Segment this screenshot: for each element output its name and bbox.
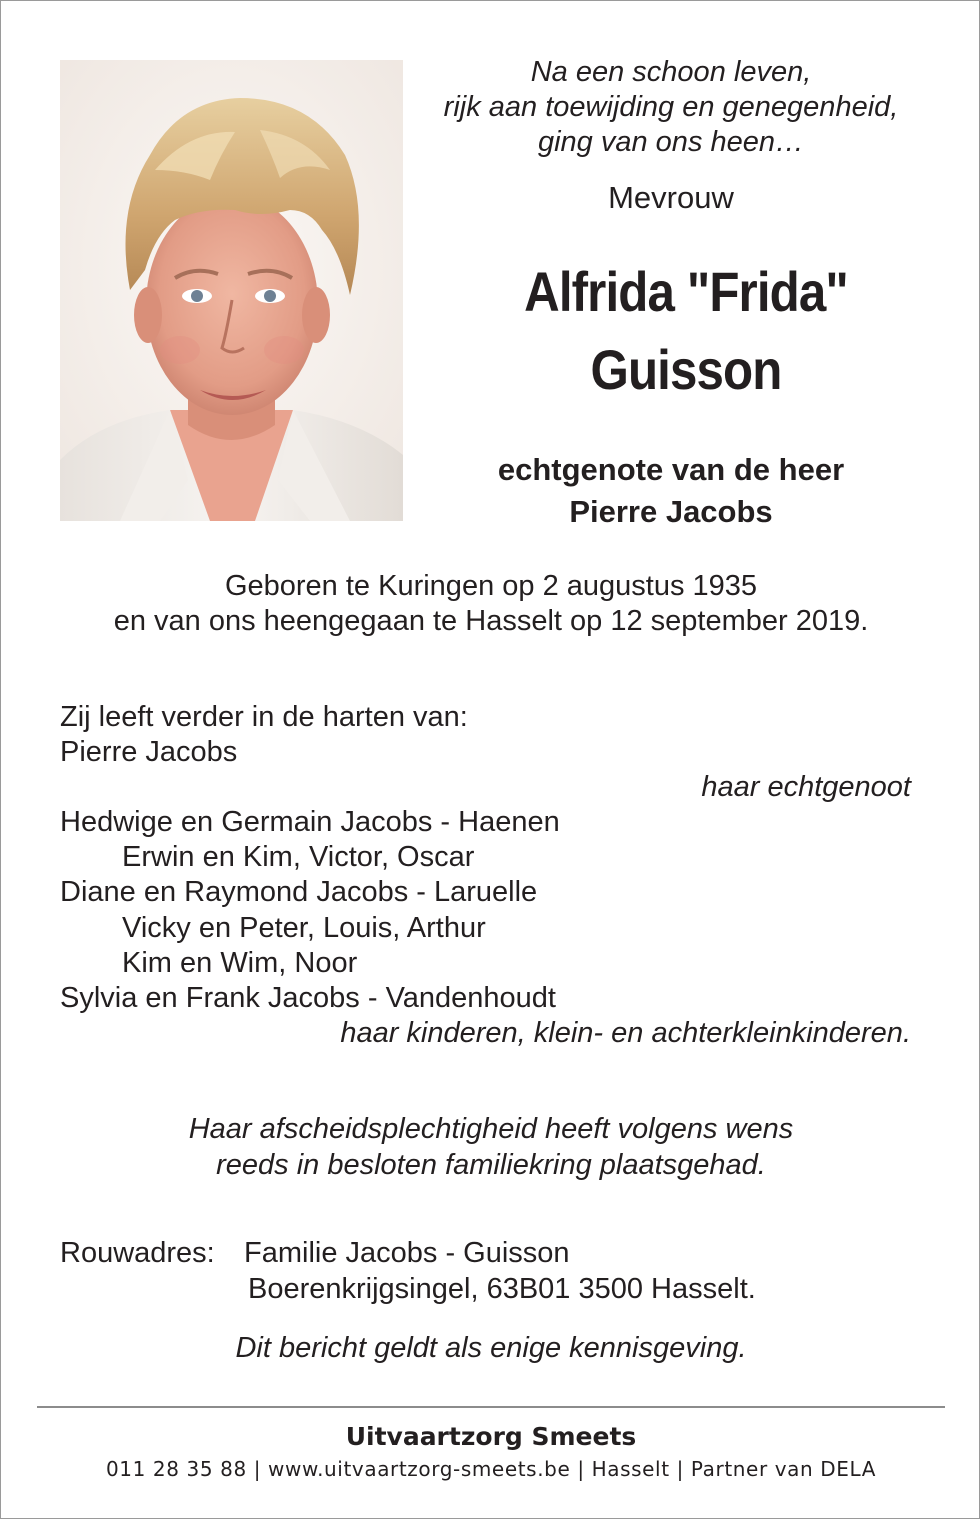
family-husband-role: haar echtgenoot bbox=[701, 771, 911, 803]
family-member: Vicky en Peter, Louis, Arthur bbox=[122, 912, 486, 944]
funeral-company-name: Uitvaartzorg Smeets bbox=[345, 1422, 637, 1451]
address-street: Boerenkrijgsingel, 63B01 3500 Hasselt. bbox=[248, 1273, 756, 1305]
deceased-name-line-1: Alfrida "Frida" bbox=[524, 260, 848, 323]
footer-divider bbox=[37, 1406, 945, 1408]
family-member: Erwin en Kim, Victor, Oscar bbox=[122, 841, 475, 873]
family-member: Kim en Wim, Noor bbox=[122, 947, 358, 979]
deceased-name-line-2: Guisson bbox=[590, 338, 782, 401]
spouse-line-2: Pierre Jacobs bbox=[569, 494, 773, 529]
ceremony-line-2: reeds in besloten familiekring plaatsgehad. bbox=[216, 1149, 766, 1181]
portrait-image bbox=[60, 60, 403, 521]
death-line: en van ons heengegaan te Hasselt op 12 september 2019. bbox=[113, 605, 869, 637]
family-member: Sylvia en Frank Jacobs - Vandenhoudt bbox=[60, 982, 556, 1014]
honorific: Mevrouw bbox=[608, 180, 734, 215]
intro-line-1: Na een schoon leven, bbox=[530, 56, 812, 88]
address-label: Rouwadres: bbox=[60, 1237, 215, 1269]
ceremony-line-1: Haar afscheidsplechtigheid heeft volgens wens bbox=[188, 1113, 794, 1145]
intro-line-2: rijk aan toewijding en genegenheid, bbox=[443, 91, 899, 123]
family-husband: Pierre Jacobs bbox=[60, 736, 238, 768]
family-members-role: haar kinderen, klein- en achterkleinkinderen. bbox=[340, 1017, 911, 1049]
notice-line: Dit bericht geldt als enige kennisgeving. bbox=[235, 1332, 747, 1364]
intro-line-3: ging van ons heen… bbox=[537, 126, 805, 158]
spouse-line-1: echtgenote van de heer bbox=[497, 452, 845, 487]
family-member: Diane en Raymond Jacobs - Laruelle bbox=[60, 876, 538, 908]
family-member: Hedwige en Germain Jacobs - Haenen bbox=[60, 806, 560, 838]
portrait-photo bbox=[60, 60, 403, 521]
family-heading: Zij leeft verder in de harten van: bbox=[60, 701, 468, 733]
funeral-company-contact: 011 28 35 88 | www.uitvaartzorg-smeets.be | Hasselt | Partner van DELA bbox=[105, 1457, 876, 1481]
birth-line: Geboren te Kuringen op 2 augustus 1935 bbox=[224, 570, 758, 602]
address-name: Familie Jacobs - Guisson bbox=[244, 1237, 570, 1269]
